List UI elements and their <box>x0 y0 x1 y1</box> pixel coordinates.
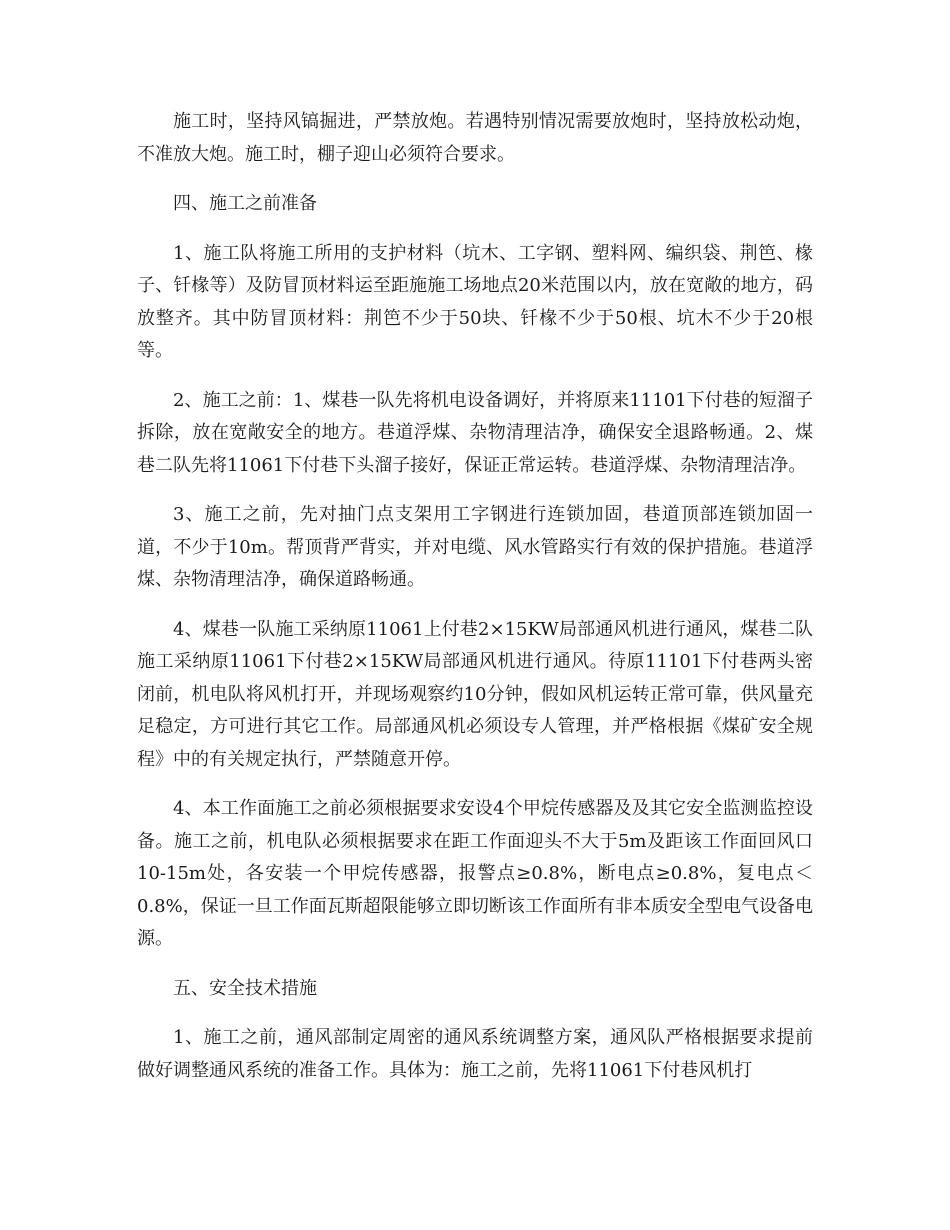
paragraph-reinforcement: 3、施工之前，先对抽门点支架用工字钢进行连锁加固，巷道顶部连锁加固一道，不少于10m。帮顶背严背实，并对电缆、风水管路实行有效的保护措施。巷道浮煤、杂物清理洁净，确保道路畅通。 <box>137 504 813 590</box>
document-body <box>137 106 813 1104</box>
paragraph-ventilation-plan: 1、施工之前，通风部制定周密的通风系统调整方案，通风队严格根据要求提前做好调整通风系统的准备工作。具体为：施工之前，先将11061下付巷风机打 <box>137 1027 813 1081</box>
paragraph-blasting-rules: 施工时，坚持风镐掘进，严禁放炮。若遇特别情况需要放炮时，坚持放松动炮，不准放大炮。施工时，棚子迎山必须符合要求。 <box>137 111 813 165</box>
paragraph-methane-sensors: 4、本工作面施工之前必须根据要求安设4个甲烷传感器及及其它安全监测监控设备。施工之前，机电队必须根据要求在距工作面迎头不大于5m及距该工作面回风口10-15m处，各安装一个甲烷传感器，报警点≥0.8%，断电点≥0.8%，复电点＜0.8%，保证一旦工作面瓦斯超限能够立即切断该工作面所有非本质安全型电气设备电源。 <box>137 798 813 949</box>
section-heading-safety-measures: 五、安全技术措施 <box>173 977 317 999</box>
paragraph-support-materials: 1、施工队将施工所用的支护材料（坑木、工字钢、塑料网、编织袋、荆笆、椽子、钎椽等）及防冒顶材料运至距施施工场地点20米范围以内，放在宽敞的地方，码放整齐。其中防冒顶材料：荆笆不少于50块、钎椽不少于50根、坑木不少于20根等。 <box>137 242 813 361</box>
paragraph-ventilation: 4、煤巷一队施工采纳原11061上付巷2×15KW局部通风机进行通风，煤巷二队施工采纳原11061下付巷2×15KW局部通风机进行通风。待原11101下付巷两头密闭前，机电队将风机打开，并现场观察约10分钟，假如风机运转正常可靠，供风量充足稳定，方可进行其它工作。局部通风机必须设专人管理，并严格根据《煤矿安全规程》中的有关规定执行，严禁随意开停。 <box>137 618 813 770</box>
section-heading-preparation: 四、施工之前准备 <box>173 193 317 214</box>
paragraph-equipment-setup: 2、施工之前：1、煤巷一队先将机电设备调好，并将原来11101下付巷的短溜子拆除，放在宽敞安全的地方。巷道浮煤、杂物清理洁净，确保安全退路畅通。2、煤巷二队先将11061下付巷下头溜子接好，保证正常运转。巷道浮煤、杂物清理洁净。 <box>137 389 813 476</box>
